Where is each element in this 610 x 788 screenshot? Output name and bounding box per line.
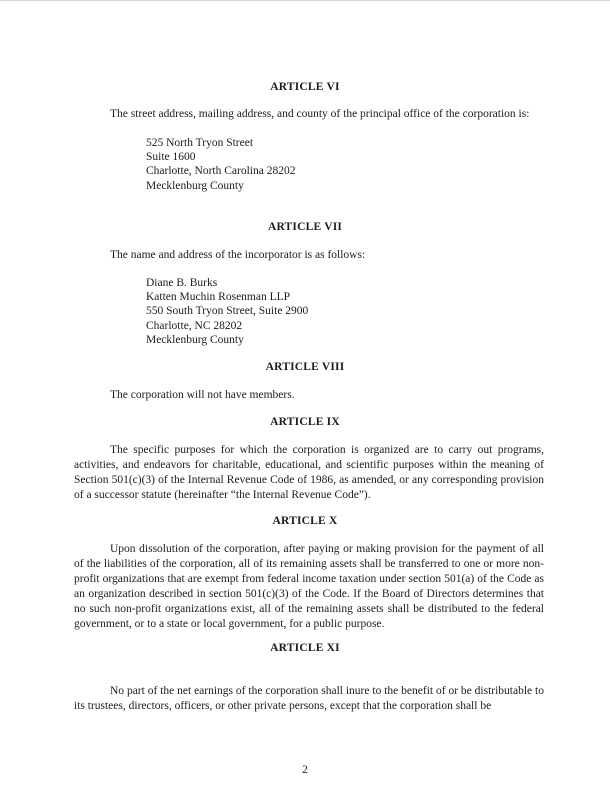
article-10-heading: ARTICLE X bbox=[272, 515, 338, 527]
address-line: Mecklenburg County bbox=[146, 179, 244, 192]
article-9-heading: ARTICLE IX bbox=[270, 416, 340, 428]
address-line: Katten Muchin Rosenman LLP bbox=[146, 291, 291, 304]
address-line: 525 North Tryon Street bbox=[146, 137, 254, 149]
article-6-intro: The street address, mailing address, and county of the principal office of the corporation is: bbox=[110, 108, 530, 120]
address-line: Charlotte, NC 28202 bbox=[146, 319, 243, 332]
article-8-heading: ARTICLE VIII bbox=[265, 361, 345, 373]
page-top-border bbox=[0, 0, 610, 1]
article-7-address bbox=[146, 276, 308, 347]
article-11-heading: ARTICLE XI bbox=[270, 642, 340, 654]
article-8-text: The corporation will not have members. bbox=[110, 389, 295, 401]
address-line: Diane B. Burks bbox=[146, 277, 218, 289]
article-7-heading: ARTICLE VII bbox=[267, 221, 343, 233]
address-line: Suite 1600 bbox=[146, 151, 196, 164]
article-9-paragraph: The specific purposes for which the corporation is organized are to carry out programs, activities, and endeavors for charitable, educational, and scientific purposes within the meaning of Section 501(c)(3) of the Internal Revenue Code of 1986, as amended, or any corresponding provision of a successor statute (hereinafter “the Internal Revenue Code”). bbox=[74, 444, 544, 501]
address-line: Mecklenburg County bbox=[146, 333, 244, 346]
page-number: 2 bbox=[302, 764, 308, 776]
address-line: Charlotte, North Carolina 28202 bbox=[146, 165, 296, 178]
article-7-intro: The name and address of the incorporator is as follows: bbox=[110, 249, 366, 261]
article-10-paragraph: Upon dissolution of the corporation, after paying or making provision for the payment of all of the liabilities of the corporation, all of its remaining assets shall be transferred to one or more non-profit organizations that are exempt from federal income taxation under section 501(a) of the Code as an organization described in section 501(c)(3) of the Code. If the Board of Directors determines that no such non-profit organizations exist, all of the remaining assets shall be distributed to the federal government, or to a state or local government, for a public purpose. bbox=[74, 543, 544, 630]
article-11-paragraph: No part of the net earnings of the corporation shall inure to the benefit of or be distributable to its trustees, directors, officers, or other private persons, except that the corporation shall be bbox=[74, 685, 544, 712]
article-6-address bbox=[146, 136, 295, 193]
article-6-heading: ARTICLE VI bbox=[270, 81, 340, 93]
address-line: 550 South Tryon Street, Suite 2900 bbox=[146, 305, 309, 318]
